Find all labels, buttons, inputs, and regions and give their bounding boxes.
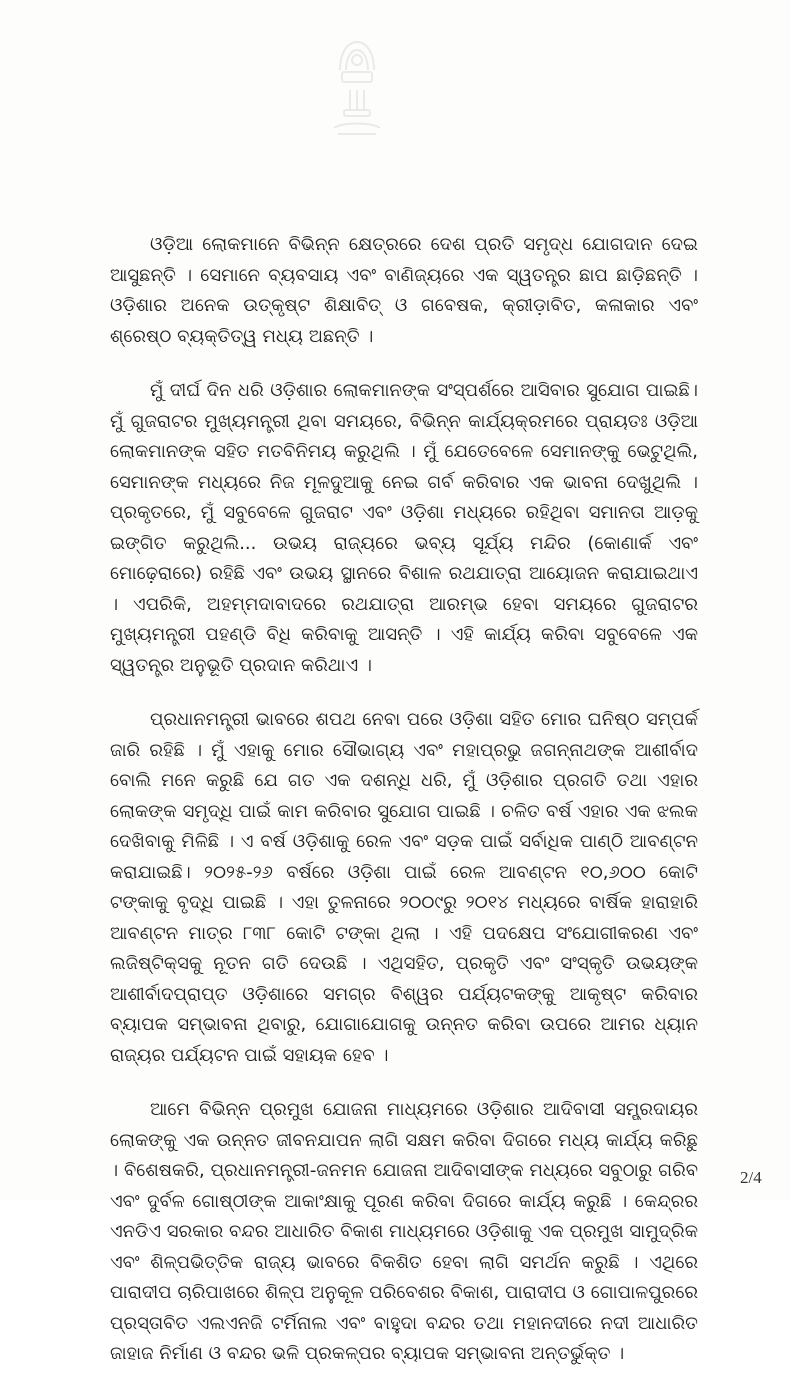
paragraph-1: ଓଡ଼ିଆ ଲୋକମାନେ ବିଭିନ୍ନ କ୍ଷେତ୍ରରେ ଦେଶ ପ୍ରତି ସମୃଦ୍ଧ ଯୋଗଦାନ ଦେଇ ଆସୁଛନ୍ତି । ସେମାନେ ବ୍ୟବସାୟ ଏବଂ ବାଣିଜ୍ୟରେ ଏକ ସ୍ୱତନ୍ତ୍ର ଛାପ ଛାଡ଼ିଛନ୍ତି । ଓଡ଼ିଶାର ଅନେକ ଉତ୍କୃଷ୍ଟ ଶିକ୍ଷାବିତ୍ ଓ ଗବେଷକ, କ୍ରୀଡ଼ାବିତ, କଳାକାର ଏବଂ ଶ୍ରେଷ୍ଠ ବ୍ୟକ୍ତିତ୍ୱ ମଧ୍ୟ ଅଛନ୍ତି ।	[110, 234, 698, 347]
paragraph-3: ପ୍ରଧାନମନ୍ତ୍ରୀ ଭାବରେ ଶପଥ ନେବା ପରେ ଓଡ଼ିଶା ସହିତ ମୋର ଘନିଷ୍ଠ ସମ୍ପର୍କ ଜାରି ରହିଛି । ମୁଁ ଏହାକୁ ମୋର ସୌଭାଗ୍ୟ ଏବଂ ମହାପ୍ରଭୁ ଜଗନ୍ନାଥଙ୍କ ଆଶୀର୍ବାଦ ବୋଲି ମନେ କରୁଛି ଯେ ଗତ ଏକ ଦଶନ୍ଧି ଧରି, ମୁଁ ଓଡ଼ିଶାର ପ୍ରଗତି ତଥା ଏହାର ଲୋକଙ୍କ ସମୃଦ୍ଧି ପାଇଁ କାମ କରିବାର ସୁଯୋଗ ପାଇଛି । ଚଳିତ ବର୍ଷ ଏହାର ଏକ ଝଲକ ଦେଖିବାକୁ ମିଳିଛି । ଏ ବର୍ଷ ଓଡ଼ିଶାକୁ ରେଳ ଏବଂ ସଡ଼କ ପାଇଁ ସର୍ବାଧିକ ପାଣ୍ଠି ଆବଣ୍ଟନ କରାଯାଇଛି। ୨୦୨୫-୨୬ ବର୍ଷରେ ଓଡ଼ିଶା ପାଇଁ ରେଳ ଆବଣ୍ଟନ ୧୦,୬୦୦ କୋଟି ଟଙ୍କାକୁ ବୃଦ୍ଧି ପାଇଛି । ଏହା ତୁଳନାରେ ୨୦୦୯ରୁ ୨୦୧୪ ମଧ୍ୟରେ ବାର୍ଷିକ ହାରାହାରି ଆବଣ୍ଟନ ମାତ୍ର ୮୩୮ କୋଟି ଟଙ୍କା ଥିଲା । ଏହି ପଦକ୍ଷେପ ସଂଯୋଗୀକରଣ ଏବଂ ଲଜିଷ୍ଟିକ୍ସକୁ ନୂତନ ଗତି ଦେଉଛି । ଏଥିସହିତ, ପ୍ରକୃତି ଏବଂ ସଂସ୍କୃତି ଉଭୟଙ୍କ ଆଶୀର୍ବାଦପ୍ରାପ୍ତ ଓଡ଼ିଶାରେ ସମଗ୍ର ବିଶ୍ୱର ପର୍ଯ୍ୟଟକଙ୍କୁ ଆକୃଷ୍ଟ କରିବାର ବ୍ୟାପକ ସମ୍ଭାବନା ଥିବାରୁ, ଯୋଗାଯୋଗକୁ ଉନ୍ନତ କରିବା ଉପରେ ଆମର ଧ୍ୟାନ ରାଜ୍ୟର ପର୍ଯ୍ୟଟନ ପାଇଁ ସହାୟକ ହେବ ।	[110, 709, 698, 1066]
paragraph-4: ଆମେ ବିଭିନ୍ନ ପ୍ରମୁଖ ଯୋଜନା ମାଧ୍ୟମରେ ଓଡ଼ିଶାର ଆଦିବାସୀ ସମ୍ପ୍ରଦାୟର ଲୋକଙ୍କୁ ଏକ ଉନ୍ନତ ଜୀବନଯାପନ ଲାଗି ସକ୍ଷମ କରିବା ଦିଗରେ ମଧ୍ୟ କାର୍ଯ୍ୟ କରିଛୁ । ବିଶେଷକରି, ପ୍ରଧାନମନ୍ତ୍ରୀ-ଜନମନ ଯୋଜନା ଆଦିବାସୀଙ୍କ ମଧ୍ୟରେ ସବୁଠାରୁ ଗରିବ ଏବଂ ଦୁର୍ବଳ ଗୋଷ୍ଠୀଙ୍କ ଆକାଂକ୍ଷାକୁ ପୂରଣ କରିବା ଦିଗରେ କାର୍ଯ୍ୟ କରୁଛି । କେନ୍ଦ୍ରର ଏନଡିଏ ସରକାର ବନ୍ଦର ଆଧାରିତ ବିକାଶ ମାଧ୍ୟମରେ ଓଡ଼ିଶାକୁ ଏକ ପ୍ରମୁଖ ସାମୁଦ୍ରିକ ଏବଂ ଶିଳ୍ପଭିତ୍ତିକ ରାଜ୍ୟ ଭାବରେ ବିକଶିତ ହେବା ଲାଗି ସମର୍ଥନ କରୁଛି । ଏଥିରେ ପାରାଦୀପ ଚାରିପାଖରେ ଶିଳ୍ପ ଅନୁକୂଳ ପରିବେଶର ବିକାଶ, ପାରାଦୀପ ଓ ଗୋପାଳପୁରରେ ପ୍ରସ୍ତାବିତ ଏଲଏନଜି ଟର୍ମିନାଲ ଏବଂ ବାହୁଦା ବନ୍ଦର ତଥା ମହାନଦୀରେ ନଦୀ ଆଧାରିତ ଜାହାଜ ନିର୍ମାଣ ଓ ବନ୍ଦର ଭଳି ପ୍ରକଳ୍ପର ବ୍ୟାପକ ସମ୍ଭାବନା ଅନ୍ତର୍ଭୁକ୍ତ ।	[110, 1099, 698, 1364]
paragraph-2: ମୁଁ ଦୀର୍ଘ ଦିନ ଧରି ଓଡ଼ିଶାର ଲୋକମାନଙ୍କ ସଂସ୍ପର୍ଶରେ ଆସିବାର ସୁଯୋଗ ପାଇଛି। ମୁଁ ଗୁଜରାଟର ମୁଖ୍ୟମନ୍ତ୍ରୀ ଥିବା ସମୟରେ, ବିଭିନ୍ନ କାର୍ଯ୍ୟକ୍ରମରେ ପ୍ରାୟତଃ ଓଡ଼ିଆ ଲୋକମାନଙ୍କ ସହିତ ମତବିନିମୟ କରୁଥିଲି । ମୁଁ ଯେତେବେଳେ ସେମାନଙ୍କୁ ଭେଟୁଥିଲି, ସେମାନଙ୍କ ମଧ୍ୟରେ ନିଜ ମୂଳଦୁଆକୁ ନେଇ ଗର୍ବ କରିବାର ଏକ ଭାବନା ଦେଖୁଥିଲି । ପ୍ରକୃତରେ, ମୁଁ ସବୁବେଳେ ଗୁଜରାଟ ଏବଂ ଓଡ଼ିଶା ମଧ୍ୟରେ ରହିଥିବା ସମାନତା ଆଡ଼କୁ ଇଙ୍ଗିତ କରୁଥିଲି... ଉଭୟ ରାଜ୍ୟରେ ଭବ୍ୟ ସୂର୍ଯ୍ୟ ମନ୍ଦିର (କୋଣାର୍କ ଏବଂ ମୋଢ଼େରାରେ) ରହିଛି ଏବଂ ଉଭୟ ସ୍ଥାନରେ ବିଶାଳ ରଥଯାତ୍ରା ଆୟୋଜନ କରାଯାଇଥାଏ । ଏପରିକି, ଅହମ୍ମଦାବାଦରେ ରଥଯାତ୍ରା ଆରମ୍ଭ ହେବା ସମୟରେ ଗୁଜରାଟର ମୁଖ୍ୟମନ୍ତ୍ରୀ ପହଣ୍ଡି ବିଧି କରିବାକୁ ଆସନ୍ତି । ଏହି କାର୍ଯ୍ୟ କରିବା ସବୁବେଳେ ଏକ ସ୍ୱତନ୍ତ୍ର ଅନୁଭୂତି ପ୍ରଦାନ କରିଥାଏ ।	[110, 380, 698, 676]
letter-body	[110, 230, 698, 1394]
page-number: 2/4	[740, 1168, 762, 1187]
state-emblem-icon	[320, 32, 394, 142]
